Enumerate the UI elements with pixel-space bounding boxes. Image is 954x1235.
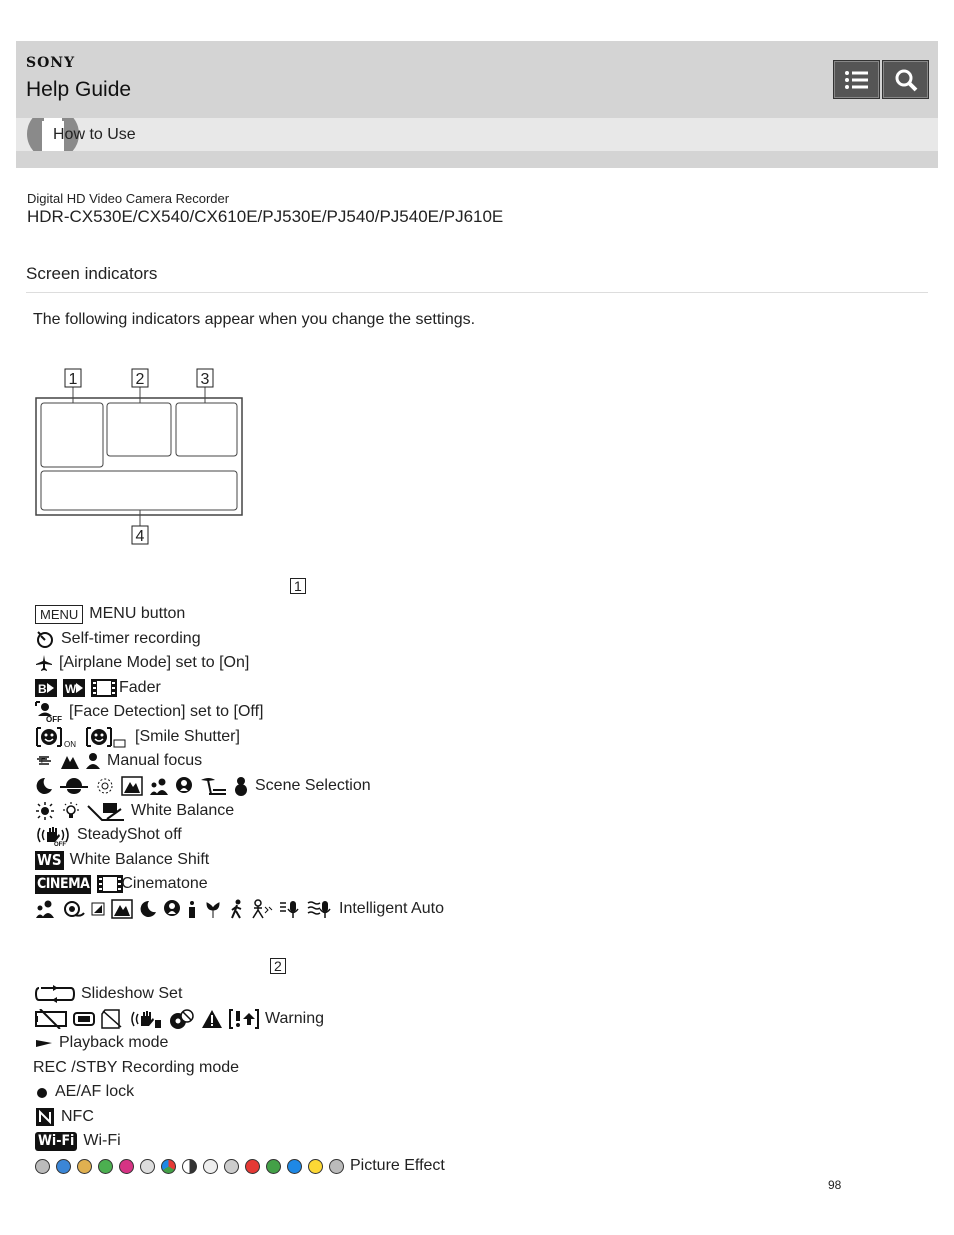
picture-effect-1-icon bbox=[35, 1159, 50, 1174]
list-item: CINEMA Cinematone bbox=[37, 875, 208, 892]
product-category: Digital HD Video Camera Recorder bbox=[27, 191, 230, 206]
disc-warning-icon bbox=[169, 1008, 195, 1030]
ae-af-lock-dot-icon bbox=[35, 1085, 49, 1099]
wb-outdoor-icon bbox=[35, 801, 55, 821]
diagram-label-2: 2 bbox=[135, 371, 145, 388]
picture-effect-9-icon bbox=[203, 1159, 218, 1174]
svg-text:W: W bbox=[65, 682, 77, 696]
list-item: Slideshow Set bbox=[35, 983, 182, 1005]
macro-icon bbox=[203, 899, 223, 919]
portrait-icon bbox=[35, 899, 57, 919]
list-item: MENU MENU button bbox=[35, 603, 185, 625]
picture-effect-13-icon bbox=[287, 1159, 302, 1174]
airplane-icon bbox=[35, 654, 53, 672]
list-item: White Balance bbox=[35, 800, 234, 822]
audio-wind-icon bbox=[307, 899, 333, 919]
picture-effect-4-icon bbox=[98, 1159, 113, 1174]
picture-effect-2-icon bbox=[56, 1159, 71, 1174]
spotlight-icon bbox=[163, 899, 181, 919]
product-models: HDR-CX530E/CX540/CX610E/PJ530E/PJ540/PJ540E/PJ610E bbox=[27, 207, 504, 226]
picture-effect-6-icon bbox=[140, 1159, 155, 1174]
svg-text:OFF: OFF bbox=[54, 842, 66, 846]
nfc-icon bbox=[35, 1107, 55, 1127]
diagram-label-1: 1 bbox=[68, 371, 78, 388]
picture-effect-10-icon bbox=[224, 1159, 239, 1174]
list-item: Self-timer recording bbox=[35, 628, 201, 650]
picture-effect-11-icon bbox=[245, 1159, 260, 1174]
steadyshot-off-icon bbox=[35, 824, 71, 846]
media-warning-icon bbox=[73, 1009, 95, 1029]
list-item: Intelligent Auto bbox=[35, 898, 444, 920]
contents-list-button[interactable] bbox=[833, 60, 880, 99]
list-item: Wi-Fi Wi-Fi bbox=[35, 1130, 121, 1152]
self-timer-icon bbox=[35, 629, 55, 649]
walking-icon bbox=[229, 899, 245, 919]
list-item: REC /STBY Recording mode bbox=[33, 1059, 240, 1076]
picture-effect-8-icon bbox=[182, 1159, 197, 1174]
slideshow-repeat-icon bbox=[35, 985, 75, 1003]
brand-logo: SONY bbox=[26, 55, 76, 71]
search-button[interactable] bbox=[882, 60, 929, 99]
section-1-marker: 1 bbox=[290, 578, 306, 596]
intro-text: The following indicators appear when you change the settings. bbox=[33, 311, 476, 328]
list-item: NFC bbox=[35, 1106, 94, 1128]
wb-one-push-icon bbox=[87, 801, 125, 821]
landscape-icon bbox=[111, 899, 133, 919]
picture-effect-3-icon bbox=[77, 1159, 92, 1174]
wb-indoor-icon bbox=[61, 801, 81, 821]
tripod-icon bbox=[251, 899, 273, 919]
night-scene-icon bbox=[35, 777, 53, 795]
list-item: B W Fader bbox=[35, 677, 161, 699]
snow-icon bbox=[233, 776, 249, 796]
list-icon bbox=[844, 69, 870, 91]
person-icon bbox=[85, 752, 101, 770]
film-icon bbox=[97, 875, 123, 893]
warning-icon bbox=[201, 1009, 223, 1029]
picture-effect-5-icon bbox=[119, 1159, 134, 1174]
list-item: F Manual focus bbox=[35, 750, 202, 772]
section-2-marker: 2 bbox=[270, 958, 286, 976]
battery-warning-icon bbox=[35, 1009, 67, 1029]
svg-text:ON: ON bbox=[64, 740, 76, 748]
list-item: [Airplane Mode] set to [On] bbox=[35, 652, 249, 674]
list-item: Playback mode bbox=[35, 1032, 168, 1054]
breadcrumb-bar bbox=[16, 118, 938, 151]
camera-shake-warning-icon bbox=[129, 1008, 163, 1030]
list-item: OFF [Face Detection] set to [Off] bbox=[35, 701, 263, 723]
picture-effect-12-icon bbox=[266, 1159, 281, 1174]
sunrise-icon bbox=[59, 777, 89, 795]
face-detection-off-icon bbox=[35, 701, 63, 723]
site-title[interactable]: Help Guide bbox=[26, 78, 132, 101]
play-icon bbox=[35, 1036, 53, 1050]
card-warning-icon bbox=[101, 1009, 123, 1029]
list-item: ON [Smile Shutter] bbox=[35, 726, 240, 748]
vibration-warning-icon bbox=[229, 1009, 259, 1029]
audio-icon bbox=[279, 899, 301, 919]
film-icon bbox=[91, 679, 117, 697]
backlight-icon bbox=[91, 902, 105, 916]
picture-effect-15-icon bbox=[329, 1159, 344, 1174]
site-header bbox=[16, 41, 938, 168]
low-light-icon bbox=[187, 899, 197, 919]
page-title: Screen indicators bbox=[26, 264, 158, 283]
smile-shutter-dual-icon bbox=[85, 726, 129, 748]
list-item: Picture Effect bbox=[35, 1155, 445, 1177]
picture-effect-14-icon bbox=[308, 1159, 323, 1174]
smile-shutter-on-icon bbox=[35, 726, 79, 748]
manual-focus-hand-icon bbox=[35, 753, 55, 769]
svg-text:F: F bbox=[41, 758, 46, 765]
screen-layout-diagram bbox=[33, 366, 245, 548]
cinematone-icon: CINEMA bbox=[37, 875, 90, 892]
page-number: 98 bbox=[828, 1178, 842, 1192]
diagram-label-4: 4 bbox=[135, 528, 145, 545]
fader-white-icon bbox=[63, 679, 85, 697]
list-item: AE/AF lock bbox=[35, 1081, 134, 1103]
title-divider bbox=[26, 292, 928, 293]
list-item: WS White Balance Shift bbox=[37, 850, 210, 869]
fireworks-icon bbox=[95, 776, 115, 796]
list-item: OFF SteadyShot off bbox=[35, 824, 182, 846]
mountain-icon bbox=[61, 752, 79, 770]
list-item: Warning bbox=[35, 1008, 324, 1030]
white-balance-shift-icon: WS bbox=[37, 850, 62, 869]
landscape-icon bbox=[121, 776, 143, 796]
baby-icon bbox=[63, 899, 85, 919]
diagram-label-3: 3 bbox=[200, 371, 210, 388]
fader-black-icon bbox=[35, 679, 57, 697]
picture-effect-7-icon bbox=[161, 1159, 176, 1174]
svg-text:B: B bbox=[38, 682, 47, 696]
list-item: Scene Selection bbox=[35, 775, 371, 797]
menu-icon: MENU bbox=[35, 605, 83, 624]
portrait-icon bbox=[149, 776, 169, 796]
night-scene-icon bbox=[139, 900, 157, 918]
breadcrumb-how-to-use[interactable]: How to Use bbox=[53, 126, 136, 143]
wifi-icon: Wi-Fi bbox=[35, 1132, 77, 1151]
svg-text:OFF: OFF bbox=[46, 715, 62, 723]
beach-icon bbox=[199, 776, 227, 796]
spotlight-icon bbox=[175, 776, 193, 796]
search-icon bbox=[894, 68, 918, 92]
